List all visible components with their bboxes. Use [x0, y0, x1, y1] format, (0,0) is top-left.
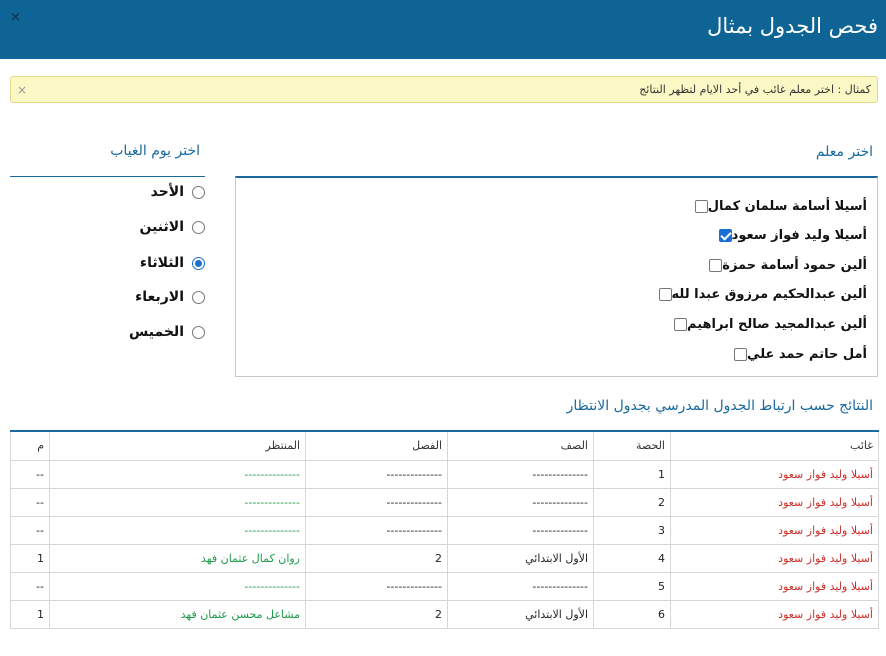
column-header-class[interactable]: الفصل	[306, 431, 448, 460]
table-row	[11, 488, 879, 516]
day-radio[interactable]	[192, 221, 205, 234]
period-cell: 6	[594, 600, 671, 628]
day-name: الخميس	[128, 324, 184, 340]
results-title: النتائج حسب ارتباط الجدول المدرسي بجدول الانتظار	[566, 398, 873, 414]
grade-cell: --------------	[448, 460, 594, 488]
absent-teacher-cell: أسيلا وليد فواز سعود	[671, 488, 879, 516]
day-option[interactable]	[151, 182, 205, 202]
grade-cell: الأول الابتدائي	[448, 600, 594, 628]
substitute-cell: --------------	[50, 488, 306, 516]
teacher-name: أسيلا أسامة سلمان كمال	[707, 198, 867, 214]
index-cell: --	[11, 460, 50, 488]
period-cell: 5	[594, 572, 671, 600]
day-name: الثلاثاء	[139, 255, 184, 271]
substitute-cell: --------------	[50, 460, 306, 488]
day-option[interactable]	[129, 322, 205, 342]
day-option[interactable]	[140, 253, 205, 273]
substitute-cell: --------------	[50, 516, 306, 544]
table-header-row	[11, 431, 879, 460]
table-row	[11, 572, 879, 600]
example-notice	[10, 76, 878, 103]
period-cell: 2	[594, 488, 671, 516]
teacher-name: أمل حاتم حمد علي	[747, 346, 867, 362]
teacher-option[interactable]	[653, 284, 867, 304]
grade-cell: --------------	[448, 572, 594, 600]
teacher-option[interactable]	[689, 196, 867, 216]
teacher-checkbox[interactable]	[734, 348, 747, 361]
day-radio[interactable]	[192, 326, 205, 339]
day-name: الأحد	[150, 184, 184, 200]
absent-teacher-cell: أسيلا وليد فواز سعود	[671, 460, 879, 488]
teacher-name: ألين حمود أسامة حمزة	[722, 257, 867, 273]
title-bar	[0, 0, 886, 59]
substitute-cell: روان كمال عثمان فهد	[50, 544, 306, 572]
column-header-index[interactable]: م	[11, 431, 50, 460]
grade-cell: الأول الابتدائي	[448, 544, 594, 572]
window-title: فحص الجدول بمثال	[707, 14, 878, 38]
class-cell: --------------	[306, 488, 448, 516]
absent-teacher-cell: أسيلا وليد فواز سعود	[671, 544, 879, 572]
notice-text: كمثال : اختر معلم غائب في أحد الايام لتظهر النتائج	[639, 83, 871, 96]
day-radio[interactable]	[192, 291, 205, 304]
absent-teacher-cell: أسيلا وليد فواز سعود	[671, 572, 879, 600]
day-section-divider	[10, 176, 205, 177]
class-cell: 2	[306, 600, 448, 628]
day-option[interactable]	[135, 287, 205, 307]
teacher-section-title: اختر معلم	[815, 144, 873, 160]
class-cell: 2	[306, 544, 448, 572]
teacher-name: ألين عبدالمجيد صالح ابراهيم	[687, 316, 867, 332]
grade-cell: --------------	[448, 488, 594, 516]
day-section-title: اختر يوم الغياب	[110, 143, 200, 159]
teacher-list	[235, 176, 878, 377]
day-radio[interactable]	[192, 186, 205, 199]
index-cell: --	[11, 488, 50, 516]
close-icon[interactable]: ×	[10, 10, 21, 25]
substitute-cell: مشاعل محسن عثمان فهد	[50, 600, 306, 628]
results-table	[10, 430, 879, 629]
teacher-option[interactable]	[668, 314, 867, 334]
teacher-checkbox[interactable]	[674, 318, 687, 331]
dismiss-notice-icon[interactable]: ×	[17, 83, 28, 97]
grade-cell: --------------	[448, 516, 594, 544]
teacher-checkbox[interactable]	[709, 259, 722, 272]
day-name: الاربعاء	[135, 289, 184, 305]
teacher-checkbox[interactable]	[659, 288, 672, 301]
teacher-name: ألين عبدالحكيم مرزوق عبدا لله	[671, 286, 867, 302]
table-row	[11, 460, 879, 488]
teacher-option[interactable]	[703, 255, 867, 275]
teacher-option[interactable]	[728, 344, 867, 364]
teacher-name: أسيلا وليد فواز سعود	[731, 227, 867, 243]
teacher-option[interactable]	[713, 225, 867, 245]
class-cell: --------------	[306, 572, 448, 600]
column-header-absent[interactable]: غائب	[671, 431, 879, 460]
index-cell: --	[11, 516, 50, 544]
column-header-substitute[interactable]: المنتظر	[50, 431, 306, 460]
column-header-period[interactable]: الحصة	[594, 431, 671, 460]
table-row	[11, 516, 879, 544]
substitute-cell: --------------	[50, 572, 306, 600]
teacher-checkbox[interactable]	[695, 200, 708, 213]
absent-teacher-cell: أسيلا وليد فواز سعود	[671, 600, 879, 628]
table-row	[11, 544, 879, 572]
day-radio[interactable]	[192, 257, 205, 270]
absent-teacher-cell: أسيلا وليد فواز سعود	[671, 516, 879, 544]
column-header-grade[interactable]: الصف	[448, 431, 594, 460]
index-cell: 1	[11, 544, 50, 572]
index-cell: --	[11, 572, 50, 600]
table-row	[11, 600, 879, 628]
index-cell: 1	[11, 600, 50, 628]
period-cell: 3	[594, 516, 671, 544]
period-cell: 4	[594, 544, 671, 572]
day-name: الاثنين	[139, 219, 184, 235]
class-cell: --------------	[306, 460, 448, 488]
class-cell: --------------	[306, 516, 448, 544]
day-option[interactable]	[139, 217, 205, 237]
teacher-checkbox[interactable]	[719, 229, 732, 242]
period-cell: 1	[594, 460, 671, 488]
